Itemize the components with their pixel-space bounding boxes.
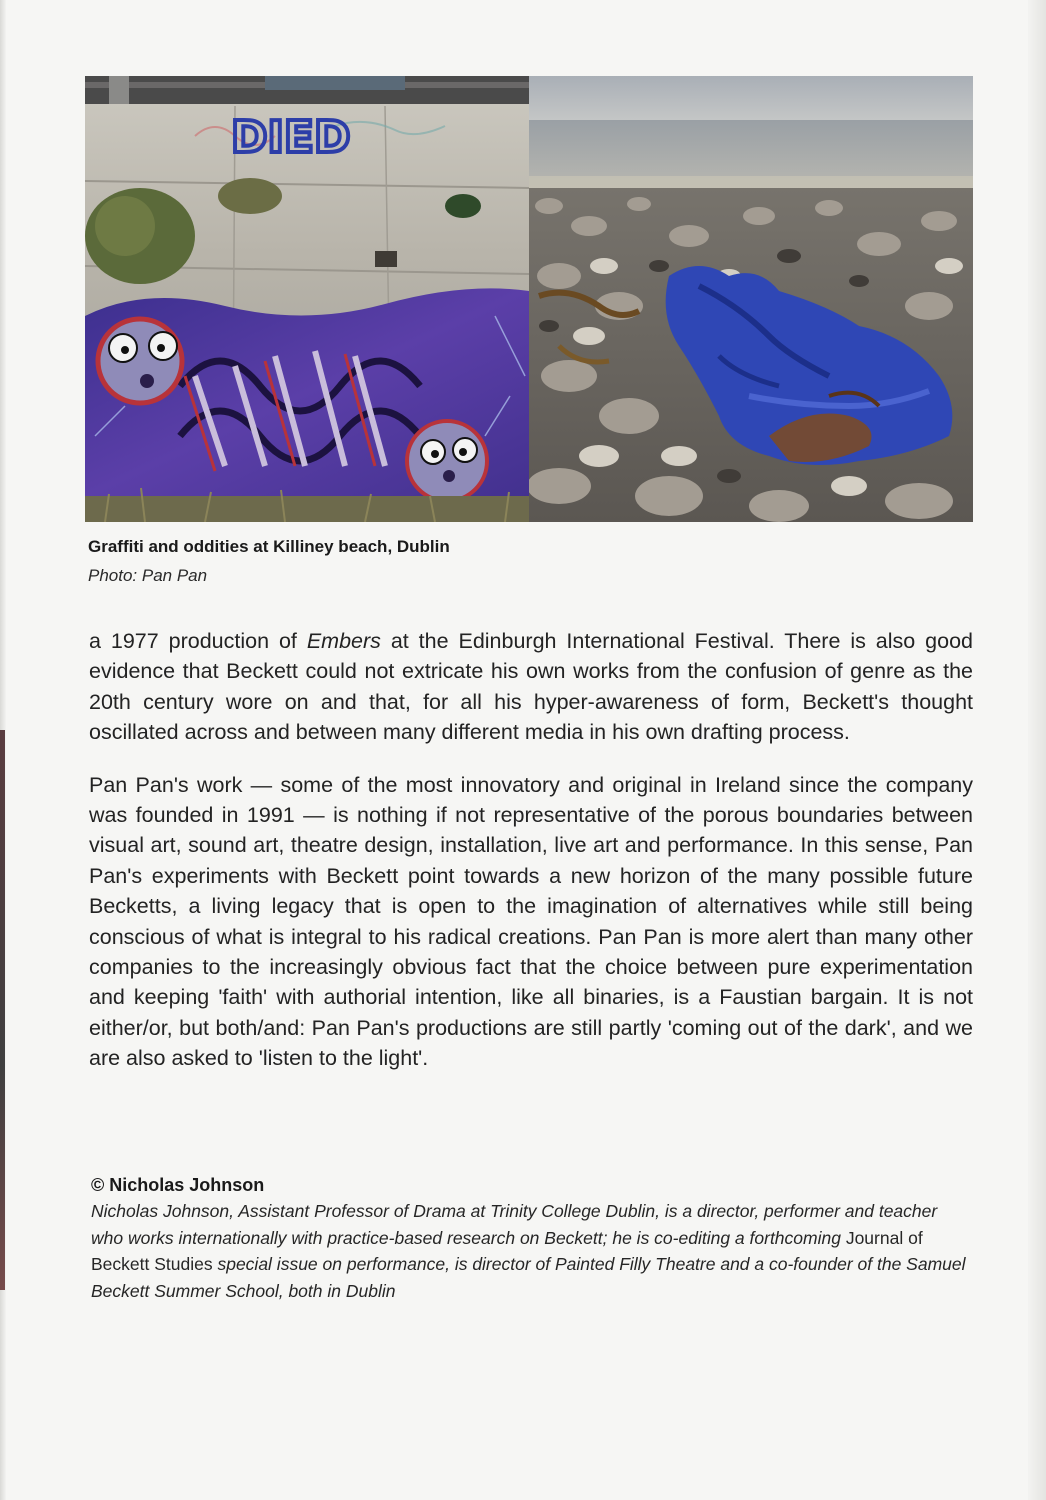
paragraph-1-intro: a 1977 production of xyxy=(89,629,307,653)
photo-graffiti-wall xyxy=(85,76,529,522)
author-bio-part-2: special issue on performance, is director of Painted Filly Theatre and a co-founder of the Samuel Beckett Summer School, both in Dublin xyxy=(91,1254,966,1301)
page-edge-right xyxy=(1028,0,1046,1500)
article-paragraph-1 xyxy=(89,626,973,748)
article-body xyxy=(89,626,973,1074)
photo-pebble-beach xyxy=(529,76,973,522)
pebble-beach-illustration xyxy=(529,76,973,522)
journal-title: Journal of Beckett Studies xyxy=(91,1227,923,1274)
author-bio-part-1: Nicholas Johnson, Assistant Professor of Drama at Trinity College Dublin, is a director, performer and teacher who works internationally with practice-based research on Beckett; he is co-editing a forthcoming xyxy=(91,1201,938,1248)
graffiti-died-text: DIED xyxy=(231,112,351,163)
figure-caption xyxy=(88,536,968,588)
author-name: © Nicholas Johnson xyxy=(91,1175,265,1195)
article-paragraph-2: Pan Pan's work — some of the most innovatory and original in Ireland since the company was founded in 1991 — is nothing if not representative of the porous boundaries between visual art, sound art, theatre design, installation, live art and performance. In this sense, Pan Pan's experiments with Beckett point towards a new horizon of the many possible future Becketts, a living legacy that is open to the imagination of alternatives while still being conscious of what is integral to his radical creations. Pan Pan is more alert than many other companies to the increasingly obvious fact that the choice between pure experimentation and keeping 'faith' with authorial intention, like all binaries, is a Faustian bargain. It is not either/or, but both/and: Pan Pan's productions are still partly 'coming out of the dark', and we are also asked to 'listen to the light'. xyxy=(89,772,973,1071)
author-bio xyxy=(91,1198,971,1304)
author-block xyxy=(91,1172,971,1304)
graffiti-wall-illustration xyxy=(85,76,529,522)
caption-title: Graffiti and oddities at Killiney beach, Dublin xyxy=(88,537,450,556)
page-binding-mark xyxy=(0,730,5,1290)
paragraph-1-rest: at the Edinburgh International Festival. There is also good evidence that Beckett could not extricate his own works from the confusion of genre as the 20th century wore on and that, for all his hyper-awareness of form, Beckett's thought oscillated across and between many different media in his own drafting process. xyxy=(89,629,973,745)
embers-title: Embers xyxy=(306,629,381,653)
caption-photo-credit: Photo: Pan Pan xyxy=(88,566,208,585)
photo-figure xyxy=(85,76,973,522)
